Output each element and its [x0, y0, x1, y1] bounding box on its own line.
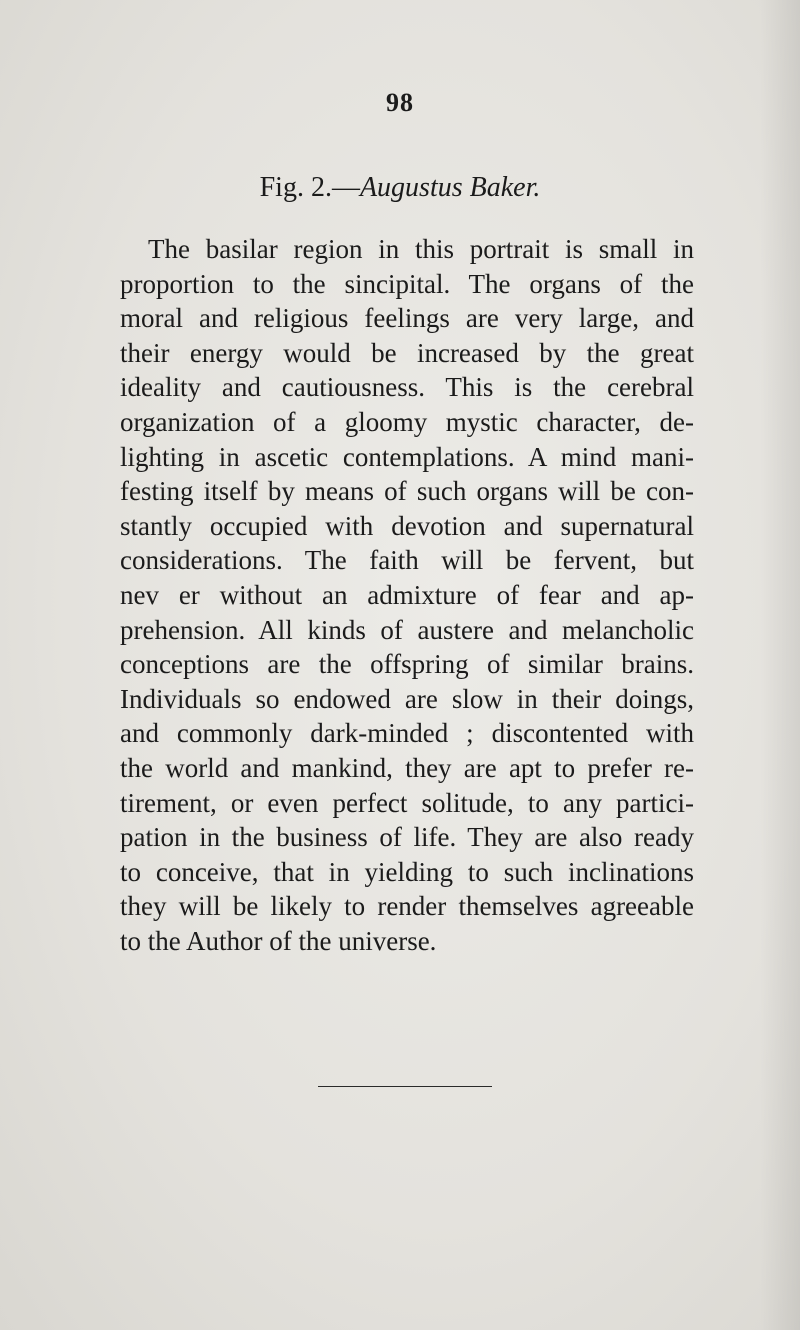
text-line: lighting in ascetic contemplations. A mind mani-	[120, 441, 694, 472]
text-line: tirement, or even perfect solitude, to any partici-	[120, 787, 694, 818]
text-line: to the Author of the universe.	[120, 925, 437, 956]
body-paragraph	[120, 232, 694, 958]
page-number: 98	[386, 88, 414, 117]
text-line: festing itself by means of such organs will be con-	[120, 476, 694, 507]
text-line: nev er without an admixture of fear and ap-	[120, 579, 694, 610]
text-line: ideality and cautiousness. This is the cerebral	[120, 372, 694, 403]
text-line: the world and mankind, they are apt to prefer re-	[120, 752, 694, 783]
figure-label: Fig. 2.—	[259, 172, 360, 203]
text-line: and commonly dark-minded ; discontented with	[120, 718, 694, 749]
text-line: prehension. All kinds of austere and melancholic	[120, 614, 694, 645]
text-line: their energy would be increased by the great	[120, 337, 694, 368]
text-line: they will be likely to render themselves agreeable	[120, 891, 694, 922]
text-line: Individuals so endowed are slow in their doings,	[120, 683, 694, 714]
text-line: considerations. The faith will be fervent, but	[120, 545, 694, 576]
text-line: pation in the business of life. They are also ready	[120, 822, 694, 853]
text-line: stantly occupied with devotion and supernatural	[120, 510, 694, 541]
text-line: moral and religious feelings are very large, and	[120, 303, 694, 334]
figure-subject: Augustus Baker.	[359, 172, 541, 203]
text-line: organization of a gloomy mystic character, de-	[120, 406, 694, 437]
text-line: to conceive, that in yielding to such inclinations	[120, 856, 694, 887]
section-divider-rule	[318, 1086, 492, 1087]
text-line: conceptions are the offspring of similar brains.	[120, 649, 694, 680]
figure-caption	[0, 172, 800, 204]
text-line: The basilar region in this portrait is small in	[148, 234, 694, 264]
text-line: proportion to the sincipital. The organs of the	[120, 268, 694, 299]
